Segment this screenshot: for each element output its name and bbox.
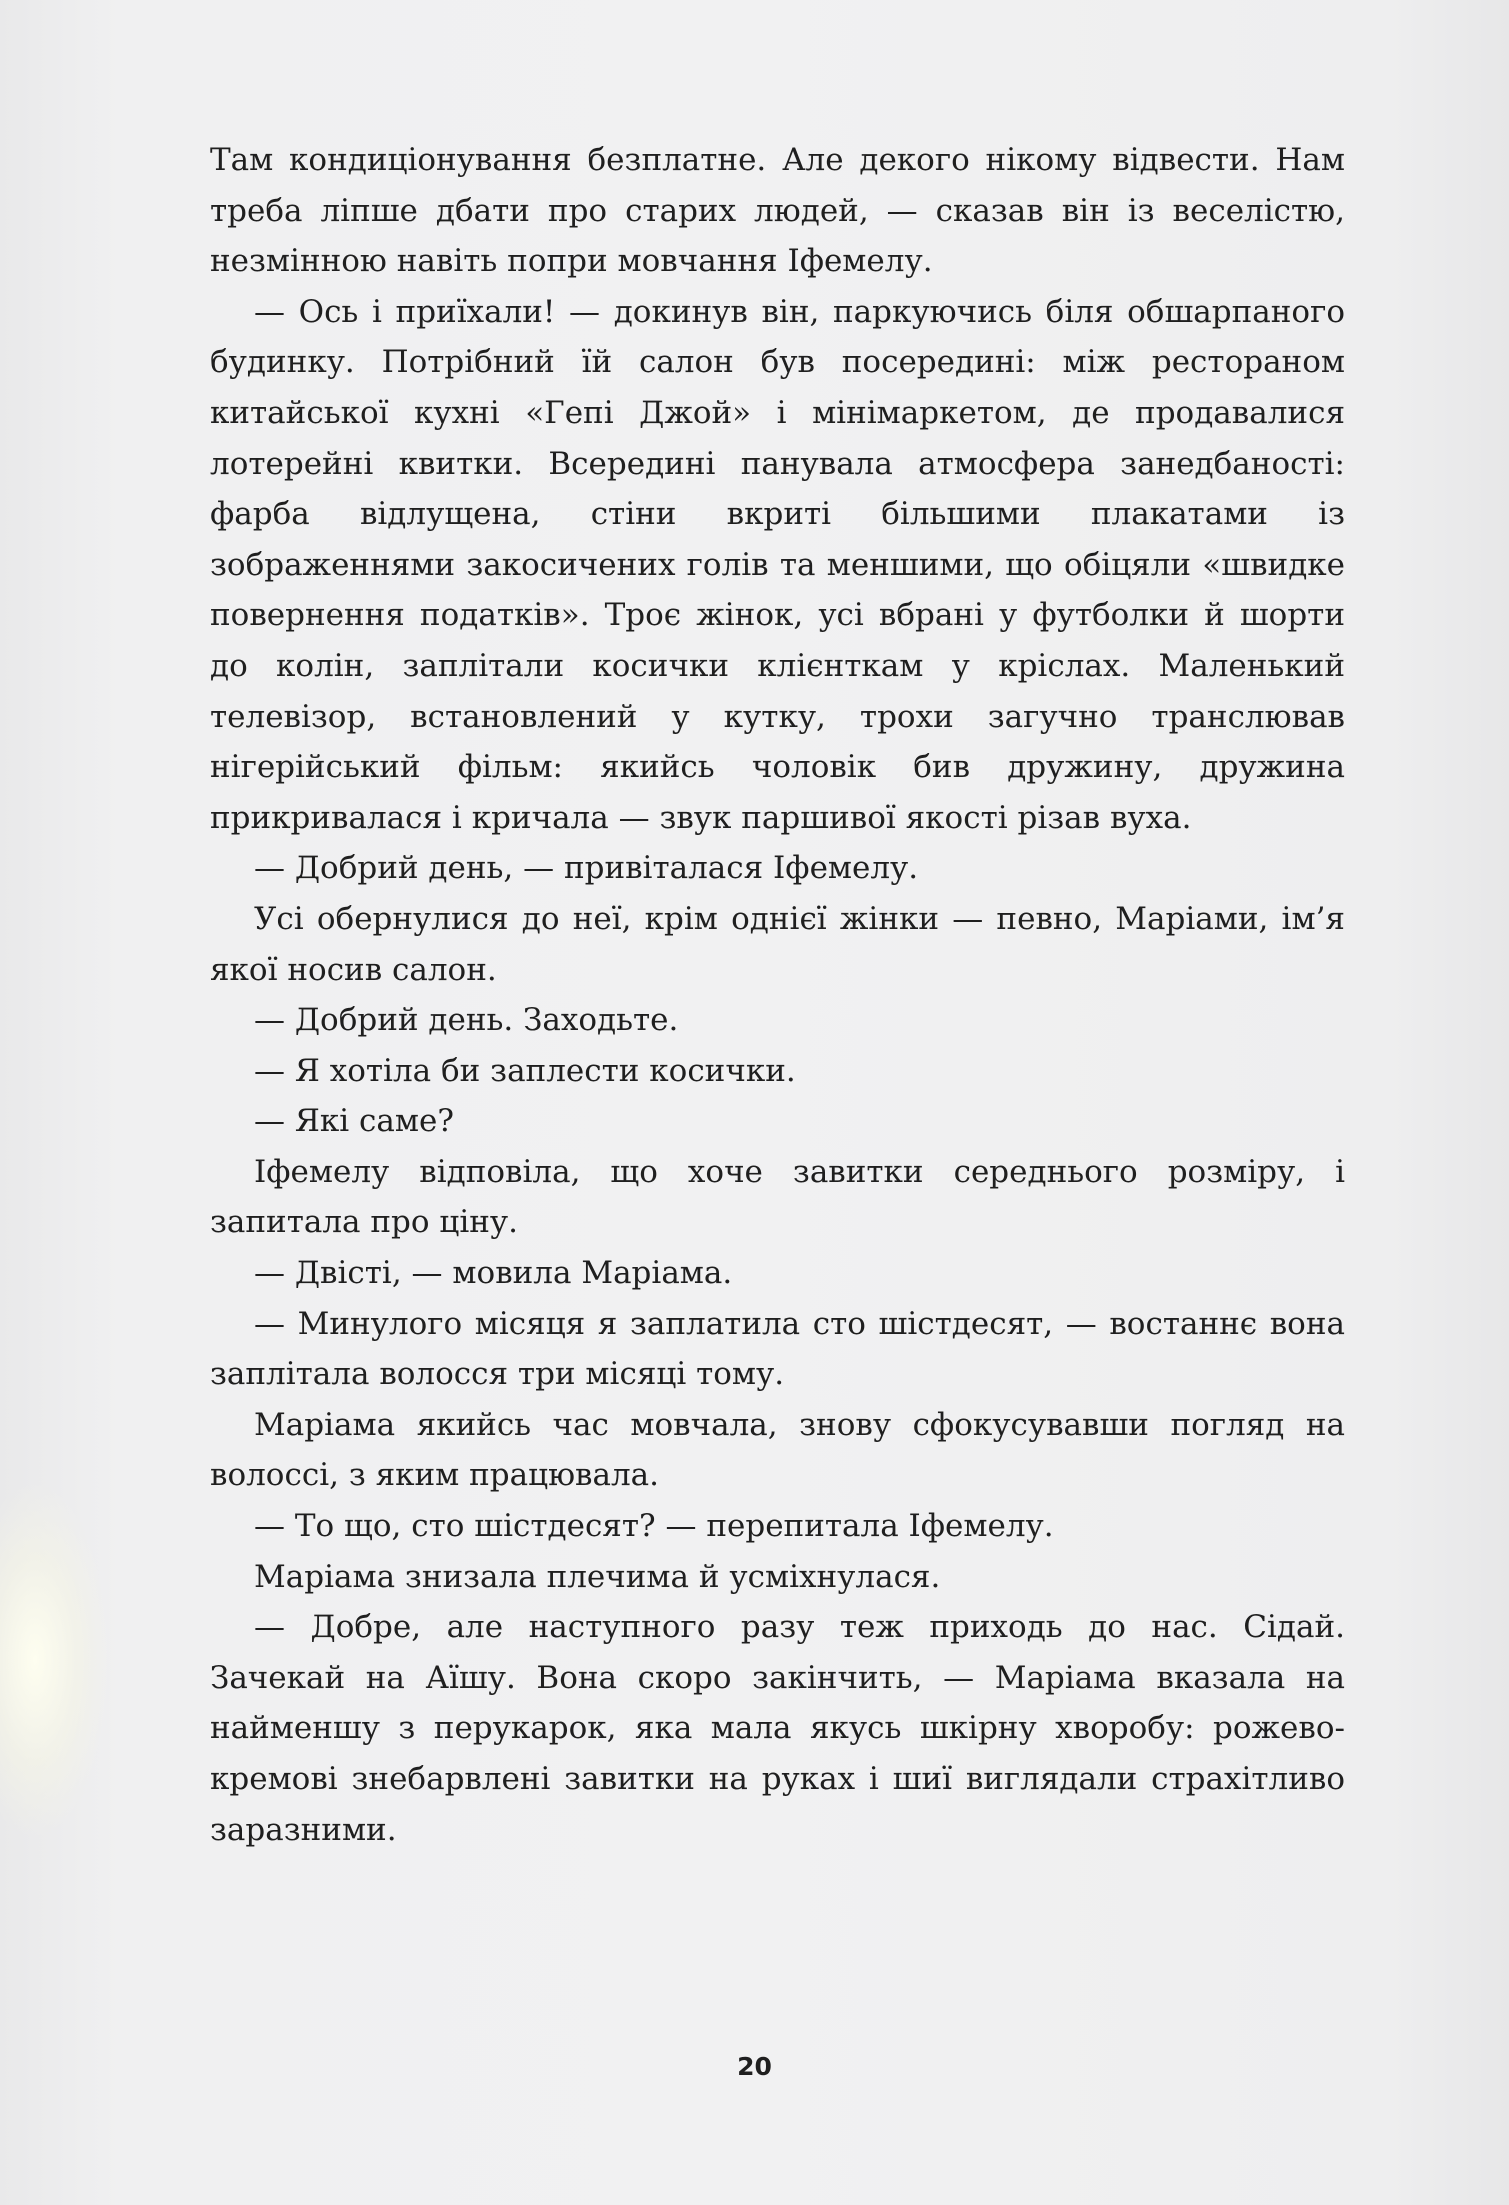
paragraph: Іфемелу відповіла, що хоче завитки середнього розміру, і запитала про ціну. [210,1153,1345,1241]
paragraph: — Добре, але наступного разу теж приходь до нас. Сідай. Зачекай на Аїшу. Вона скоро закінчить, — Маріама вказала на найменшу з перукарок, яка мала якусь шкірну хворобу: рожево-кремові знебарвлені завитки на руках і шиї виглядали страхітливо заразними. [210,1609,1345,1848]
paragraph: — Ось і приїхали! — докинув він, паркуючись біля обшарпаного будинку. Потрібний їй салон був посередині: між рестораном китайської кухні «Гепі Джой» і мінімаркетом, де продавалися лотерейні квитки. Всередині панувала атмосфера занедбаності: фарба відлущена, стіни вкриті більшими плакатами із зображеннями закосичених голів та меншими, що обіцяли «швидке повернення податків». Троє жінок, усі вбрані у футболки й шорти до колін, заплітали косички клієнткам у кріслах. Маленький телевізор, встановлений у кутку, трохи загучно транслював нігерійський фільм: якийсь чоловік бив дружину, дружина прикривалася і кричала — звук паршивої якості різав вуха. [210,293,1345,836]
page-number: 20 [737,2052,772,2081]
paragraph: — Я хотіла би заплести косички. [254,1052,796,1089]
paragraph: — Двісті, — мовила Маріама. [254,1255,733,1292]
paragraph: — Які саме? [254,1103,454,1140]
paragraph: Маріама якийсь час мовчала, знову сфокусувавши погляд на волоссі, з яким працювала. [210,1406,1345,1494]
paragraph: — То що, сто шістдесят? — перепитала Іфемелу. [254,1508,1054,1545]
paragraph: — Добрий день, — привіталася Іфемелу. [254,850,919,887]
paragraph: — Добрий день. Заходьте. [254,1002,679,1039]
body-text [210,135,1345,1855]
paragraph: Маріама знизала плечима й усміхнулася. [254,1558,941,1595]
paragraph: Усі обернулися до неї, крім однієї жінки — певно, Маріами, ім’я якої носив салон. [210,900,1345,988]
paragraph: Там кондиціонування безплатне. Але декого нікому відвести. Нам треба ліпше дбати про старих людей, — сказав він із веселістю, незмінною навіть попри мовчання Іфемелу. [210,142,1345,280]
paragraph: — Минулого місяця я заплатила сто шістдесят, — востаннє вона заплітала волосся три місяці тому. [210,1305,1345,1393]
